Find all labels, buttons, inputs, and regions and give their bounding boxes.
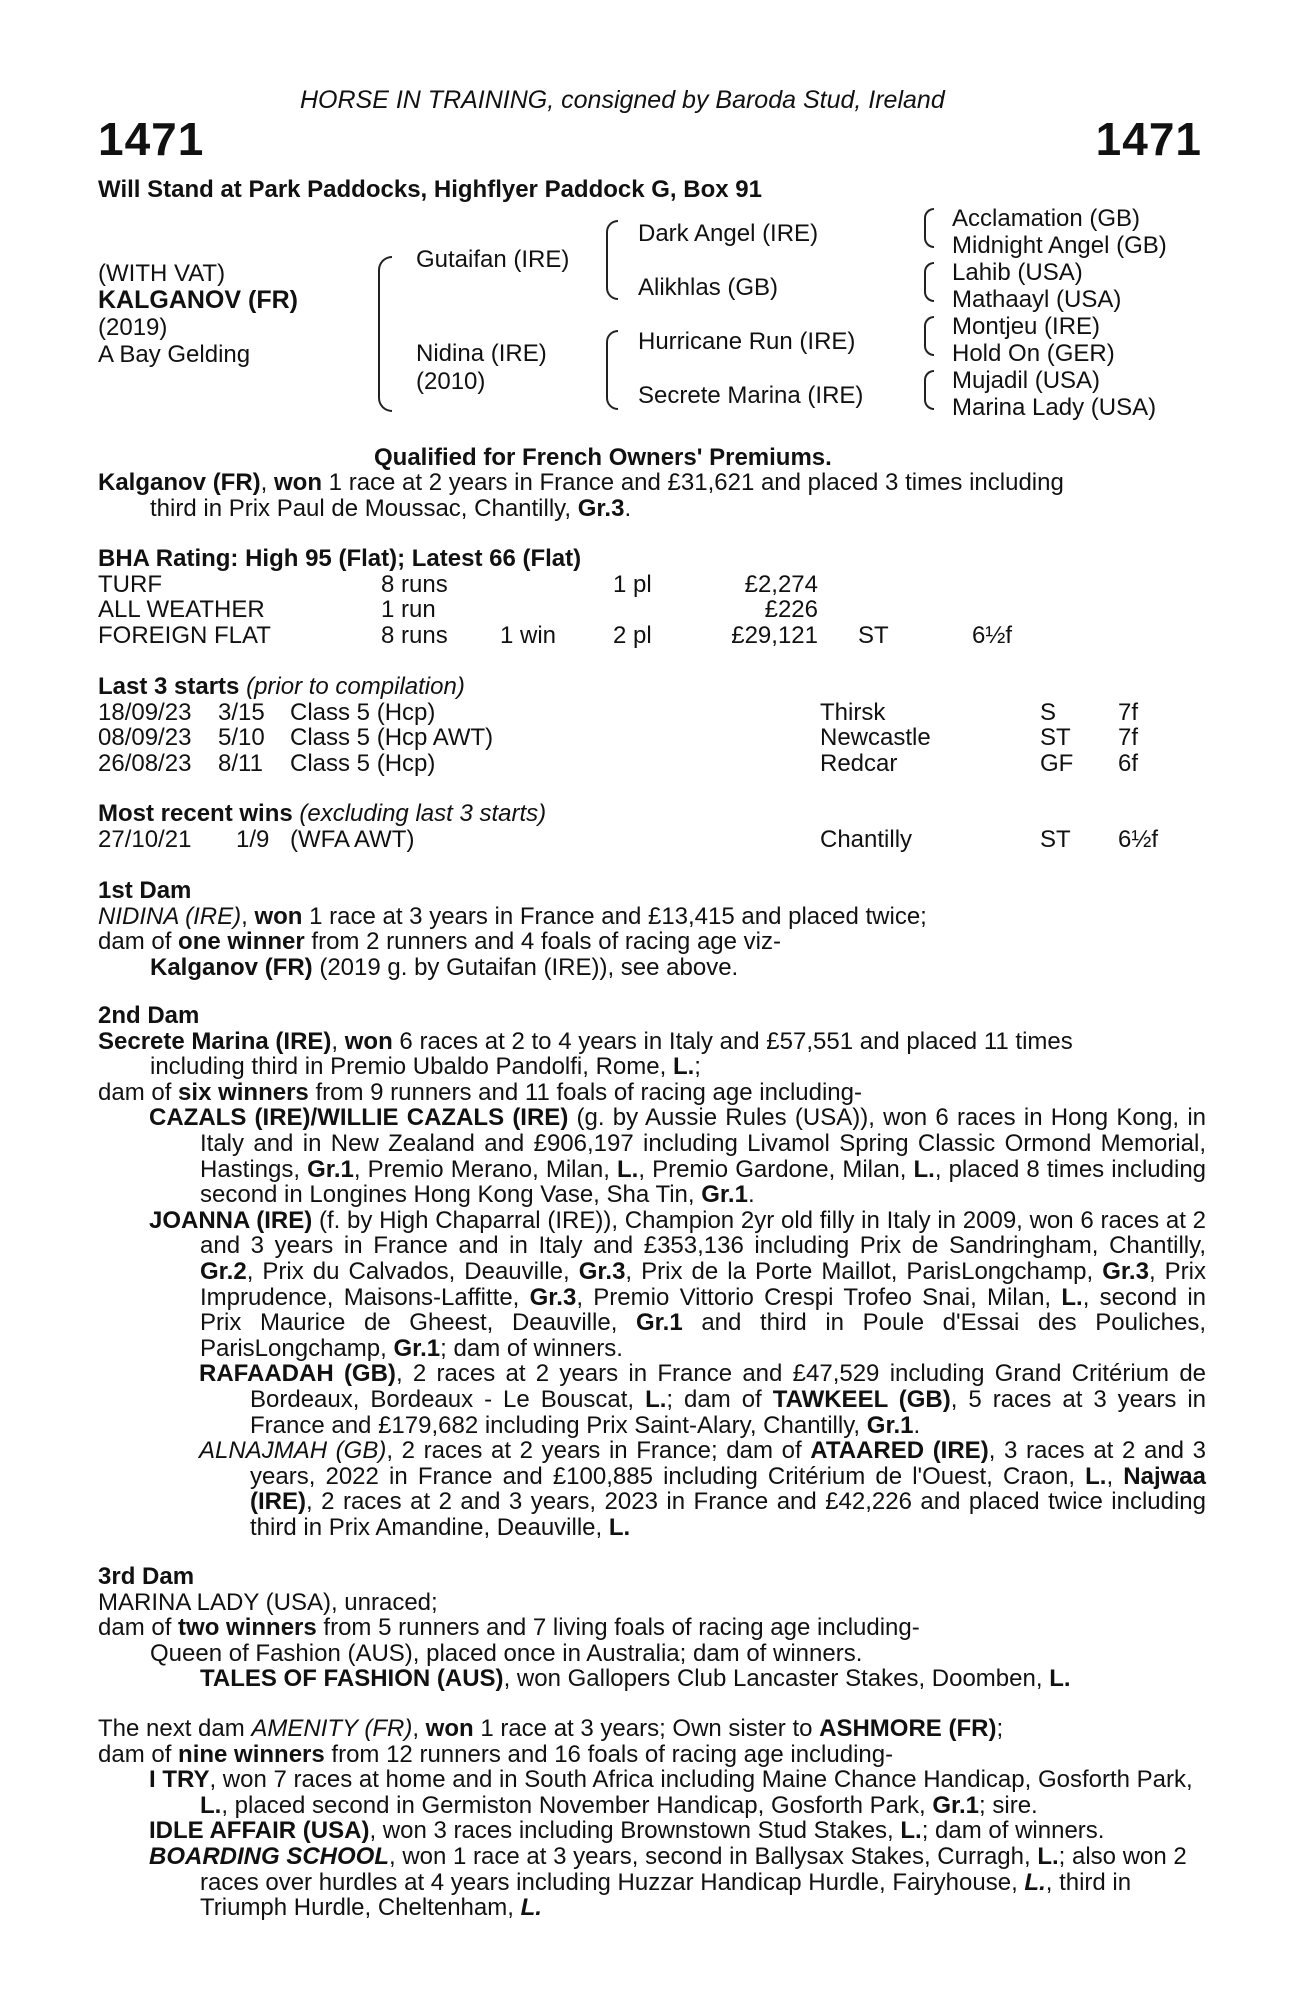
pedigree-dsd: Hold On (GER) [952,340,1115,367]
summary-grade: Gr.3 [577,494,625,522]
produce-rafaadah: RAFAADAH (GB), 2 races at 2 years in France and £47,529 including Grand Critérium de Bordeaux, Bordeaux - Le Bouscat, L.; dam of TAWKEEL (GB), 5 races at 3 years in France and £179,682 including Prix Saint-Alary, Chantilly, Gr.1. [199,1360,1207,1439]
first-dam-won: won [254,902,303,930]
second-dam-name: Secrete Marina (IRE) [98,1027,332,1055]
pedigree-brace-3d [924,370,934,410]
third-dam-winners: two winners [178,1614,317,1642]
produce-joanna: JOANNA (IRE) (f. by High Chaparral (IRE)), Champion 2yr old filly in Italy in 2009, won 6 races at 2 and 3 years in France and in Italy and £353,136 including Prix de Sandringham, Chantilly, Gr.2, Prix du Calvados, Deauville, Gr.3, Prix de la Porte Maillot, ParisLongchamp, Gr.3, Prix Imprudence, Maisons-Laffitte, Gr.3, Premio Vittorio Crespi Trofeo Snai, Milan, L., second in Prix Maurice de Gheest, Deauville, Gr.1 and third in Poule d'Essai des Pouliches, ParisLongchamp, Gr.1; dam of winners. [149,1206,1207,1362]
first-dam-produce-name: Kalganov (FR) [150,953,313,981]
bha-row [98,572,1206,598]
horse-name: KALGANOV (FR) [98,286,298,314]
last-start-race: Class 5 (Hcp) [290,698,436,726]
vat-note: (WITH VAT) [98,260,226,287]
pedigree-ddd: Marina Lady (USA) [952,394,1157,421]
second-dam-damof: dam of [98,1078,179,1106]
horse-description: A Bay Gelding [98,341,251,368]
second-dam-record: 6 races at 2 to 4 years in Italy and £57,551 and placed 11 times [392,1027,1073,1055]
first-dam-record: 1 race at 3 years in France and £13,415 and placed twice; [302,902,927,930]
second-dam-end: ; [694,1053,701,1081]
bha-runs: 8 runs [381,621,448,649]
third-dam-grandproduce-listed: L. [1049,1665,1071,1693]
third-dam-grandproduce-text: , won Gallopers Club Lancaster Stakes, Doomben, [503,1665,1050,1693]
third-dam-heading: 3rd Dam [98,1563,195,1590]
second-dam-won: won [344,1027,393,1055]
pedigree-dam-dam: Secrete Marina (IRE) [638,382,864,409]
bha-going: ST [858,621,889,649]
first-dam-damof: dam of [98,928,179,956]
next-dam-section: The next dam AMENITY (FR), won 1 race at 3 years; Own sister to ASHMORE (FR); dam of nine winners from 12 runners and 16 foals of racing age including- I TRY, won 7 races at home and in South Africa including Maine Chance Handicap, Gosforth Park, L., placed second in Germiston November Handicap, Gosforth Park, Gr.1; sire. IDLE AFFAIR (USA), won 3 races including Brownstown Stud Stakes, L.; dam of winners. BOARDING SCHOOL, won 1 race at 3 years, second in Ballysax Stakes, Curragh, L.; also won 2 races over hurdles at 4 years including Huzzar Handicap Hurdle, Fairyhouse, L., third in Triumph Hurdle, Cheltenham, L. [98,1716,1206,1921]
bha-money: £2,274 [744,570,818,598]
bha-type: ALL WEATHER [98,596,265,624]
first-dam-sep: , [241,902,255,930]
pedigree-dam: Nidina (IRE) [416,340,547,367]
last-start-row [98,725,1206,751]
summary-won: won [274,469,323,496]
first-dam-section [98,878,1206,980]
last-start-pos: 5/10 [218,724,265,752]
bha-money: £29,121 [731,621,818,649]
last-start-date: 08/09/23 [98,724,192,752]
bha-runs: 8 runs [381,570,448,598]
recent-win-going: ST [1040,825,1071,853]
third-dam-grandproduce: TALES OF FASHION (AUS) [200,1665,504,1693]
bha-section [98,546,1206,648]
produce-i-try: I TRY, won 7 races at home and in South Africa including Maine Chance Handicap, Gosforth Park, L., placed second in Germiston November Handicap, Gosforth Park, Gr.1; sire. [149,1766,1193,1819]
race-summary: Kalganov (FR), won 1 race at 2 years in France and £31,621 and placed 3 times including third in Prix Paul de Moussac, Chantilly, Gr.3. [98,469,1064,522]
bha-type: TURF [98,570,162,598]
second-dam-sep: , [331,1027,345,1055]
last-start-going: S [1040,698,1057,726]
pedigree-dam-sire: Hurricane Run (IRE) [638,328,856,355]
summary-text-2: third in Prix Paul de Moussac, Chantilly, [150,494,578,522]
catalogue-header: HORSE IN TRAINING, consigned by Baroda Stud, Ireland [300,86,945,114]
last-start-row [98,700,1206,726]
last-start-date: 18/09/23 [98,698,192,726]
last-start-dist: 6f [1118,749,1139,777]
produce-alnajmah: ALNAJMAH (GB), 2 races at 2 years in France; dam of ATAARED (IRE), 3 races at 2 and 3 years, 2022 in France and £100,885 including Critérium de l'Ouest, Craon, L., Najwaa (IRE), 2 races at 2 and 3 years, 2023 in France and £42,226 and placed twice including third in Prix Amandine, Deauville, L. [199,1437,1207,1541]
summary-end: . [624,494,632,522]
summary-horse-name: Kalganov (FR) [98,469,261,496]
recent-win-dist: 6½f [1118,825,1159,853]
second-dam-listed: L. [672,1053,695,1081]
second-dam-winners: six winners [178,1078,309,1106]
pedigree-sds: Lahib (USA) [952,259,1083,286]
recent-win-pos: 1/9 [236,825,270,853]
second-dam-heading: 2nd Dam [98,1002,200,1029]
last-starts-title: Last 3 starts [98,673,240,700]
third-dam-damof: dam of [98,1614,179,1642]
pedigree-sss: Acclamation (GB) [952,205,1141,232]
pedigree-dam-year: (2010) [416,368,486,395]
first-dam-produce-text: (2019 g. by Gutaifan (IRE)), see above. [312,953,739,981]
bha-pl: 1 pl [613,570,652,598]
last-start-pos: 8/11 [218,749,263,777]
last-starts-section [98,674,1206,776]
bha-type: FOREIGN FLAT [98,621,271,649]
pedigree-brace-1 [378,256,392,412]
third-dam-produce: Queen of Fashion (AUS), placed once in Australia; dam of winners. [150,1639,863,1667]
stand-location: Will Stand at Park Paddocks, Highflyer Paddock G, Box 91 [98,176,762,203]
qualified-note: Qualified for French Owners' Premiums. [374,444,832,471]
third-dam-section [98,1564,1206,1692]
last-start-course: Newcastle [820,724,931,752]
pedigree-sire: Gutaifan (IRE) [416,246,570,273]
bha-row [98,597,1206,623]
pedigree-dds: Mujadil (USA) [952,367,1101,394]
bha-runs: 1 run [381,596,436,624]
second-dam-record-2: including third in Premio Ubaldo Pandolfi, Rome, [150,1053,673,1081]
last-start-race: Class 5 (Hcp) [290,749,436,777]
last-start-going: GF [1040,749,1074,777]
bha-title: BHA Rating: High 95 (Flat); Latest 66 (Flat) [98,545,582,572]
recent-wins-section [98,801,1206,852]
first-dam-name: NIDINA (IRE) [98,902,242,930]
last-start-date: 26/08/23 [98,749,192,777]
summary-text-1: 1 race at 2 years in France and £31,621 and placed 3 times including [322,469,1064,496]
pedigree-dss: Montjeu (IRE) [952,313,1101,340]
bha-row [98,623,1206,649]
last-start-going: ST [1040,724,1071,752]
pedigree-brace-2a [606,220,618,300]
third-dam-name: MARINA LADY (USA), unraced; [98,1588,438,1616]
produce-idle-affair: IDLE AFFAIR (USA), won 3 races including Brownstown Stud Stakes, L.; dam of winners. [149,1817,1105,1845]
pedigree-sire-dam: Alikhlas (GB) [638,274,779,301]
first-dam-winners: one winner [178,928,305,956]
last-start-race: Class 5 (Hcp AWT) [290,724,494,752]
bha-money: £226 [764,596,818,624]
second-dam-runners: from 9 runners and 11 foals of racing age including- [308,1078,862,1106]
bha-dist: 6½f [972,621,1013,649]
lot-number-right: 1471 [1095,113,1202,165]
first-dam-heading: 1st Dam [98,877,192,904]
pedigree-brace-3c [924,316,934,356]
recent-wins-note: (excluding last 3 starts) [292,800,547,827]
first-dam-runners: from 2 runners and 4 foals of racing age viz- [304,928,781,956]
pedigree-ssd: Midnight Angel (GB) [952,232,1167,259]
bha-pl: 2 pl [613,621,652,649]
last-start-dist: 7f [1118,724,1139,752]
produce-cazals: CAZALS (IRE)/WILLIE CAZALS (IRE) (g. by Aussie Rules (USA)), won 6 races in Hong Kong, in Italy and in New Zealand and £906,197 including Livamol Spring Classic Ormond Memorial, Hastings, Gr.1, Premio Merano, Milan, L., Premio Gardone, Milan, L., placed 8 times including second in Longines Hong Kong Vase, Sha Tin, Gr.1. [149,1104,1207,1209]
last-start-pos: 3/15 [218,698,265,726]
recent-win-course: Chantilly [820,825,913,853]
horse-year: (2019) [98,314,168,341]
next-dam-winners: nine winners [178,1740,325,1768]
pedigree-sdd: Mathaayl (USA) [952,286,1122,313]
recent-wins-title: Most recent wins [98,800,293,827]
last-start-dist: 7f [1118,698,1139,726]
pedigree-brace-2b [606,330,618,410]
recent-win-race: (WFA AWT) [290,825,415,853]
pedigree-sire-sire: Dark Angel (IRE) [638,220,819,247]
last-start-course: Thirsk [820,698,886,726]
recent-win-date: 27/10/21 [98,825,192,853]
last-start-course: Redcar [820,749,898,777]
recent-win-row [98,827,1206,853]
produce-boarding-school: BOARDING SCHOOL, won 1 race at 3 years, second in Ballysax Stakes, Curragh, L.; also won 2 races over hurdles at 4 years including Huzzar Handicap Hurdle, Fairyhouse, L., third in Triumph Hurdle, Cheltenham, L. [149,1842,1187,1922]
last-start-row [98,751,1206,777]
third-dam-runners: from 5 runners and 7 living foals of racing age including- [316,1614,920,1642]
last-starts-note: (prior to compilation) [239,673,465,700]
next-dam-name: AMENITY (FR) [251,1715,413,1742]
bha-wins: 1 win [500,621,557,649]
next-dam-sibling: ASHMORE (FR) [819,1715,997,1742]
second-dam-section [98,1003,1206,1540]
pedigree-brace-3a [924,208,934,248]
pedigree-brace-3b [924,262,934,302]
lot-number-left: 1471 [98,113,205,165]
